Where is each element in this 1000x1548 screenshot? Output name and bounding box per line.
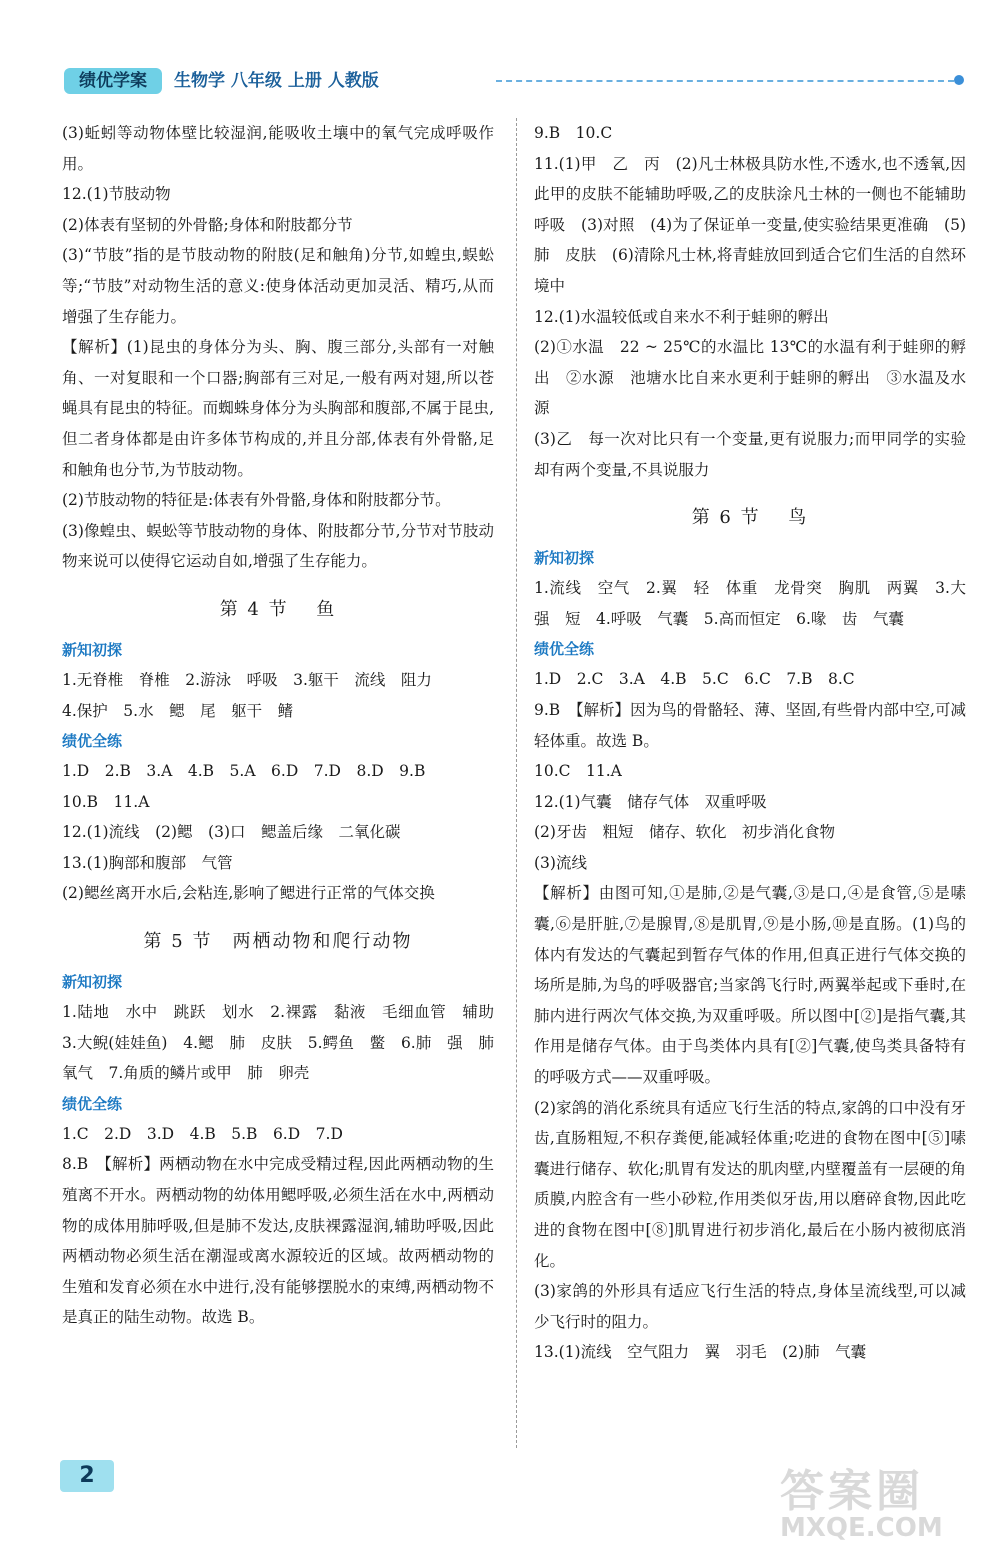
answer-paragraph: 1.流线 空气 2.翼 轻 体重 龙骨突 胸肌 两翼 3.大 强 短 4.呼吸 气囊 5.高而恒定 6.喙 齿 气囊: [534, 579, 982, 628]
answer-paragraph: (2)节肢动物的特征是:体表有外骨骼,身体和附肢都分节。: [62, 491, 451, 510]
answer-paragraph: (3)乙 每一次对比只有一个变量,更有说服力;而甲同学的实验却有两个变量,不具说服力: [534, 429, 966, 479]
subsection-heading: 新知初探: [62, 973, 123, 992]
answer-paragraph: 1.C 2.D 3.D 4.B 5.B 6.D 7.D: [62, 1124, 343, 1143]
watermark-url: MXQE.COM: [780, 1513, 943, 1543]
subsection-heading: 绩优全练: [534, 640, 595, 659]
section-title: 第 4 节 鱼: [219, 598, 337, 620]
answer-paragraph: 【解析】(1)昆虫的身体分为头、胸、腹三部分,头部有一对触角、一对复眼和一个口器;胸部有三对足,一般有两对翅,所以苍蝇具有昆虫的特征。而蜘蛛身体分为头胸部和腹部,不属于昆虫,但二者身体都是由许多体节构成的,并且分部,体表有外骨骼,足和触角也分节,为节肢动物。: [62, 338, 495, 479]
section-title: 第 5 节 两栖动物和爬行动物: [143, 931, 413, 953]
answer-paragraph: 13.(1)流线 空气阻力 翼 羽毛 (2)肺 气囊: [534, 1343, 867, 1362]
answer-paragraph: 12.(1)水温较低或自来水不利于蛙卵的孵出: [534, 307, 829, 326]
page-number: 2: [60, 1460, 114, 1492]
answer-paragraph: (2)家鸽的消化系统具有适应飞行生活的特点,家鸽的口中没有牙齿,直肠粗短,不积存粪便,能减轻体重;吃进的食物在图中[⑤]嗉囊进行储存、软化;肌胃有发达的肌肉壁,内壁覆盖有一层硬的角质膜,内腔含有一些小砂粒,作用类似牙齿,用以磨碎食物,因此吃进的食物在图中[⑧]肌胃进行初步消化,最后在小肠内被彻底消化。: [534, 1098, 966, 1270]
answer-paragraph: (3)像蝗虫、蜈蚣等节肢动物的身体、附肢都分节,分节对节肢动物来说可以使得它运动自如,增强了生存能力。: [62, 521, 494, 571]
book-subtitle: 生物学 八年级 上册 人教版: [174, 71, 379, 91]
book-logo: 绩优学案: [64, 68, 162, 94]
section-title: 第 6 节 鸟: [691, 507, 809, 529]
answer-paragraph: 10.C 11.A: [534, 762, 622, 781]
answer-paragraph: 9.B 【解析】因为鸟的骨骼轻、薄、坚固,有些骨内部中空,可减轻体重。故选 B。: [534, 700, 966, 750]
answer-paragraph: 11.(1)甲 乙 丙 (2)凡士林极具防水性,不透水,也不透氧,因此甲的皮肤不能辅助呼吸,乙的皮肤涂凡士林的一侧也不能辅助呼吸 (3)对照 (4)为了保证单一变量,使实验结果更准确 (5)肺 皮肤 (6)清除凡士林,将青蛙放回到适合它们生活的自然环境中: [534, 154, 966, 295]
answer-paragraph: (2)①水温 22 ~ 25℃的水温比 13℃的水温有利于蛙卵的孵出 ②水源 池塘水比自来水更利于蛙卵的孵出 ③水温及水源: [534, 338, 966, 418]
subsection-heading: 绩优全练: [62, 732, 123, 751]
answer-paragraph: (2)牙齿 粗短 储存、软化 初步消化食物: [534, 823, 835, 842]
page-header: [64, 68, 964, 94]
answer-paragraph: (2)鳃丝离开水后,会粘连,影响了鳃进行正常的气体交换: [62, 884, 435, 903]
answer-paragraph: (3)流线: [534, 853, 587, 872]
header-divider: [496, 80, 954, 82]
answer-paragraph: 12.(1)节肢动物: [62, 185, 171, 204]
column-divider: [516, 118, 517, 1448]
answer-paragraph: 4.保护 5.水 鳃 尾 躯干 鳍: [62, 701, 294, 720]
answer-paragraph: 10.B 11.A: [62, 792, 150, 811]
left-column: [62, 118, 510, 1333]
answer-paragraph: (3)“节肢”指的是节肢动物的附肢(足和触角)分节,如蝗虫,蜈蚣等;“节肢”对动物生活的意义:使身体活动更加灵活、精巧,从而增强了生存能力。: [62, 246, 494, 326]
answer-paragraph: 1.陆地 水中 跳跃 划水 2.裸露 黏液 毛细血管 辅助 3.大鲵(娃娃鱼) 4.鳃 肺 皮肤 5.鳄鱼 鳖 6.肺 强 肺 氧气 7.角质的鳞片或甲 肺 卵壳: [62, 1003, 510, 1083]
answer-paragraph: 12.(1)流线 (2)鳃 (3)口 鳃盖后缘 二氧化碳: [62, 823, 401, 842]
subsection-heading: 新知初探: [62, 640, 123, 659]
answer-paragraph: (2)体表有坚韧的外骨骼;身体和附肢都分节: [62, 215, 353, 234]
answer-paragraph: (3)家鸽的外形具有适应飞行生活的特点,身体呈流线型,可以减少飞行时的阻力。: [534, 1282, 966, 1331]
answer-paragraph: 9.B 10.C: [534, 124, 613, 142]
answer-paragraph: 1.D 2.C 3.A 4.B 5.C 6.C 7.B 8.C: [534, 670, 855, 689]
answer-paragraph: 1.D 2.B 3.A 4.B 5.A 6.D 7.D 8.D 9.B: [62, 762, 426, 781]
answer-paragraph: 1.无脊椎 脊椎 2.游泳 呼吸 3.躯干 流线 阻力: [62, 670, 432, 689]
answer-paragraph: (3)蚯蚓等动物体壁比较湿润,能吸收土壤中的氧气完成呼吸作用。: [62, 124, 494, 173]
answer-paragraph: 8.B 【解析】两栖动物在水中完成受精过程,因此两栖动物的生殖离不开水。两栖动物的幼体用鳃呼吸,必须生活在水中,两栖动物的成体用肺呼吸,但是肺不发达,皮肤裸露湿润,辅助呼吸,因此两栖动物必须生活在潮湿或离水源较近的区域。故两栖动物的生殖和发育必须在水中进行,没有能够摆脱水的束缚,两栖动物不是真正的陆生动物。故选 B。: [62, 1155, 494, 1327]
answer-paragraph: 【解析】由图可知,①是肺,②是气囊,③是口,④是食管,⑤是嗉囊,⑥是肝脏,⑦是腺胃,⑧是肌胃,⑨是小肠,⑩是直肠。(1)鸟的体内有发达的气囊起到暂存气体的作用,但真正进行气体交换的场所是肺,为鸟的呼吸器官;当家鸽飞行时,两翼举起或下垂时,在肺内进行两次气体交换,为双重呼吸。所以图中[②]是指气囊,其作用是储存气体。由于鸟类体内具有[②]气囊,使鸟类具备特有的呼吸方式——双重呼吸。: [534, 884, 966, 1087]
header-dot: [954, 75, 964, 85]
watermark-logo: 答案圈: [780, 1466, 924, 1517]
answer-paragraph: 13.(1)胸部和腹部 气管: [62, 853, 233, 872]
right-column: [534, 118, 982, 1368]
answer-paragraph: 12.(1)气囊 储存气体 双重呼吸: [534, 792, 767, 811]
subsection-heading: 绩优全练: [62, 1094, 123, 1113]
subsection-heading: 新知初探: [534, 549, 595, 568]
watermark: [780, 1455, 980, 1543]
